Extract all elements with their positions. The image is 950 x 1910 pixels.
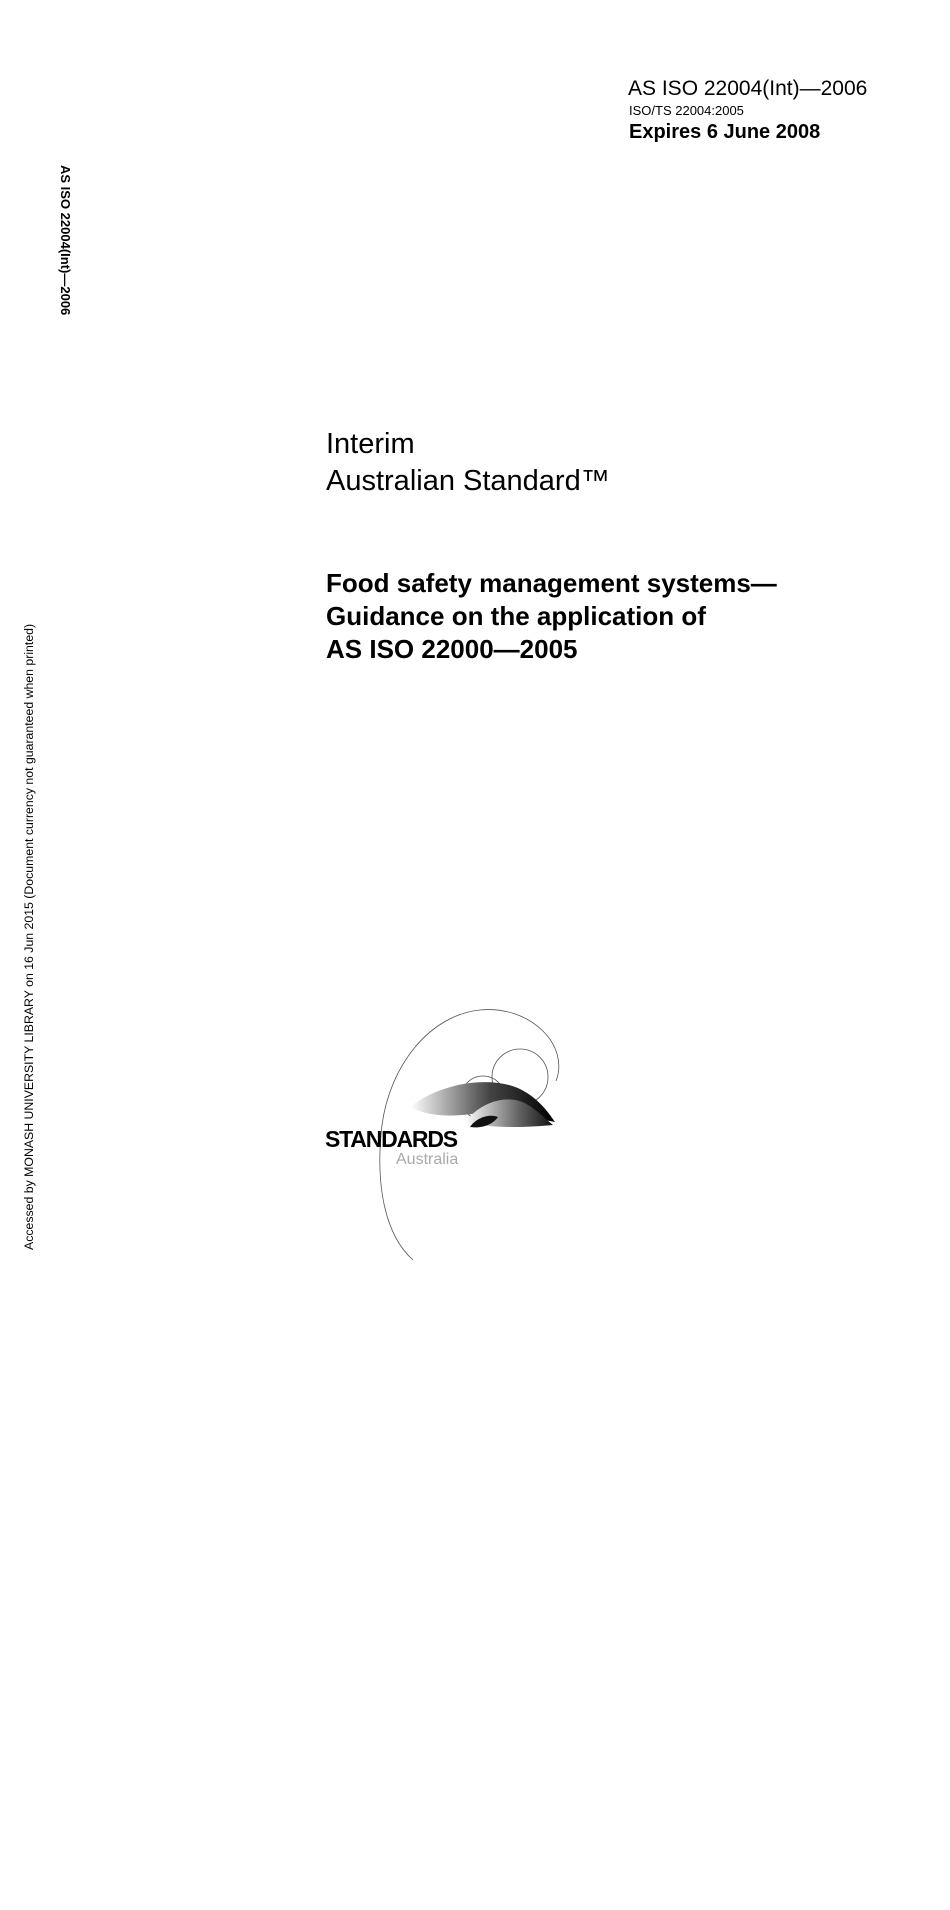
spine-label: [56, 165, 74, 355]
standard-type-line-1: Interim: [326, 428, 415, 460]
standard-type: [326, 426, 610, 500]
logo-subtitle: Australia: [396, 1151, 459, 1168]
document-designation: AS ISO 22004(Int)—2006: [628, 77, 868, 100]
access-note: [20, 623, 38, 1910]
standard-type-line-2: Australian Standard™: [326, 465, 610, 497]
spine-label-text: AS ISO 22004(Int)—2006: [58, 165, 73, 316]
iso-reference: ISO/TS 22004:2005: [629, 103, 744, 118]
document-title: [326, 567, 777, 666]
title-line-2: Guidance on the application of: [326, 601, 706, 631]
expiry-date: Expires 6 June 2008: [629, 121, 821, 143]
logo-wordmark: STANDARDS: [325, 1126, 457, 1152]
title-line-1: Food safety management systems—: [326, 568, 777, 598]
access-note-text: Accessed by MONASH UNIVERSITY LIBRARY on 16 Jun 2015 (Document currency not guaranteed when printed): [22, 623, 36, 1250]
title-line-3: AS ISO 22000—2005: [326, 634, 578, 664]
